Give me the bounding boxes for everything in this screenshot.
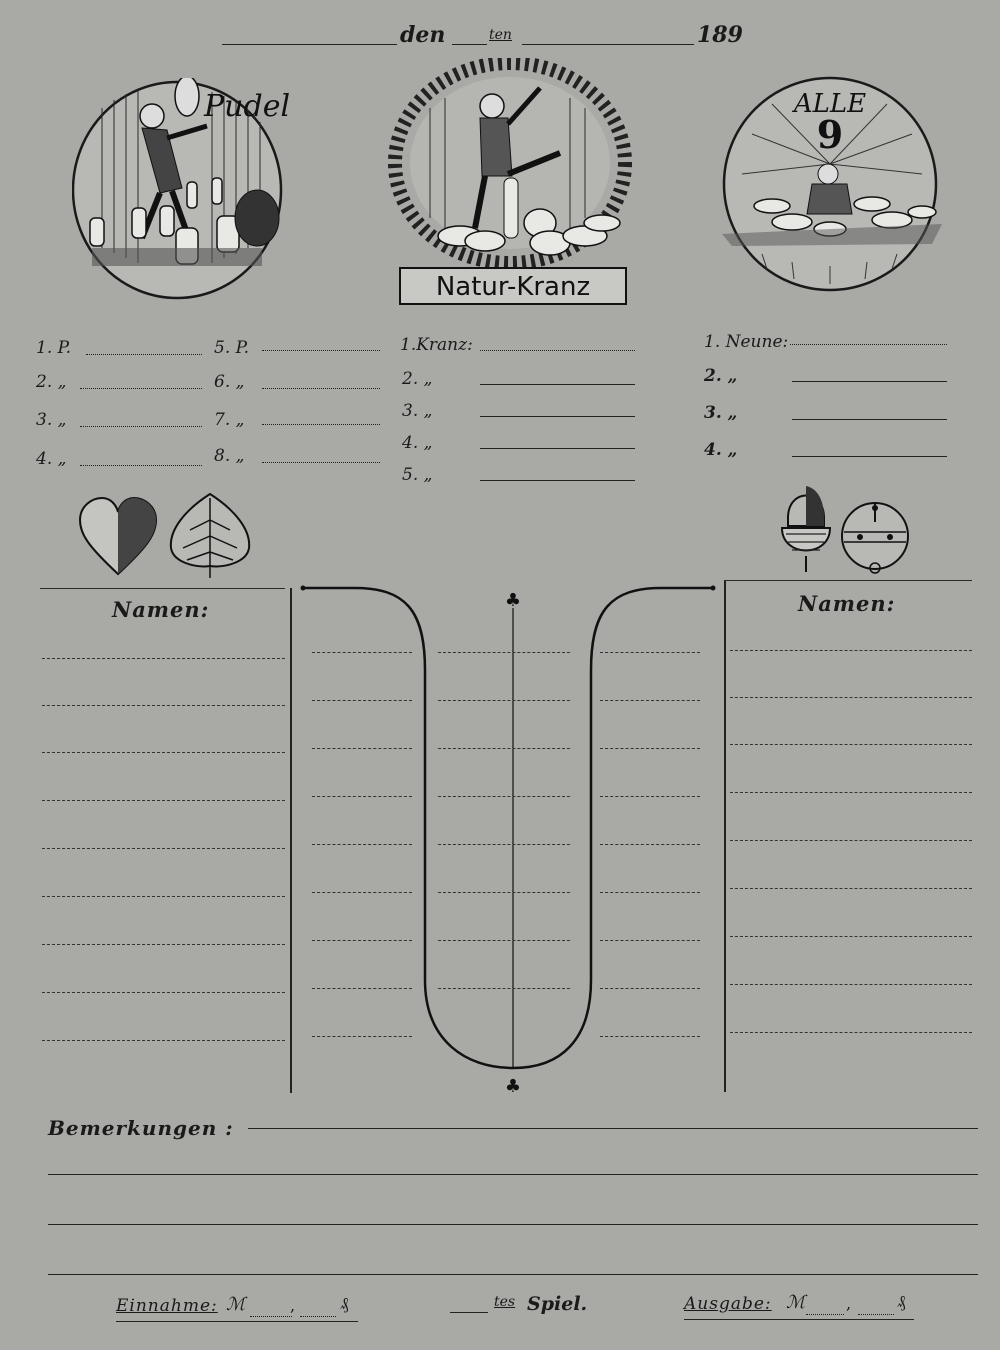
kranz-label-5: 5. „ bbox=[402, 465, 433, 485]
pudel-entry-8[interactable] bbox=[262, 462, 380, 463]
einnahme-comma: , bbox=[290, 1296, 296, 1315]
heart-icon bbox=[78, 496, 158, 578]
name-row[interactable] bbox=[42, 848, 285, 849]
kranz-entry-2[interactable] bbox=[480, 384, 635, 385]
score-row[interactable] bbox=[312, 652, 412, 653]
score-row[interactable] bbox=[600, 700, 700, 701]
name-row[interactable] bbox=[730, 840, 972, 841]
kranz-emblem bbox=[380, 58, 650, 308]
kranz-entry-5[interactable] bbox=[480, 480, 635, 481]
einnahme-currency: ℳ bbox=[226, 1294, 246, 1315]
alle9-emblem bbox=[722, 74, 947, 294]
neune-label-4: 4. „ bbox=[704, 440, 738, 460]
score-row[interactable] bbox=[438, 796, 570, 797]
remarks-line-2[interactable] bbox=[48, 1174, 978, 1175]
ausgabe-pfennig: ₰ bbox=[897, 1292, 906, 1312]
ausgabe-label: Ausgabe: bbox=[684, 1294, 772, 1314]
alle-number: 9 bbox=[816, 112, 844, 157]
score-row[interactable] bbox=[600, 940, 700, 941]
kranz-label-1: 1.Kranz: bbox=[400, 335, 473, 355]
kranz-label-4: 4. „ bbox=[402, 433, 433, 453]
pudel-label-4: 4. „ bbox=[36, 449, 67, 469]
einnahme-pfennig-field[interactable] bbox=[300, 1316, 336, 1317]
name-row[interactable] bbox=[730, 650, 972, 651]
ausgabe-underline bbox=[684, 1319, 914, 1320]
name-row[interactable] bbox=[730, 792, 972, 793]
pudel-label-1: 1. P. bbox=[36, 338, 72, 358]
name-row[interactable] bbox=[42, 896, 285, 897]
score-row[interactable] bbox=[312, 748, 412, 749]
ausgabe-pfennig-field[interactable] bbox=[858, 1314, 894, 1315]
name-row[interactable] bbox=[42, 800, 285, 801]
kranz-entry-4[interactable] bbox=[480, 448, 635, 449]
kranz-label-3: 3. „ bbox=[402, 401, 433, 421]
name-row[interactable] bbox=[730, 888, 972, 889]
neune-entry-4[interactable] bbox=[792, 456, 947, 457]
neune-label-2: 2. „ bbox=[704, 366, 738, 386]
pudel-entry-7[interactable] bbox=[262, 424, 380, 425]
name-row[interactable] bbox=[42, 1040, 285, 1041]
left-names-header: Namen: bbox=[112, 597, 210, 622]
right-names-header: Namen: bbox=[798, 591, 896, 616]
name-row[interactable] bbox=[42, 944, 285, 945]
score-row[interactable] bbox=[312, 844, 412, 845]
header-year: 189 bbox=[697, 22, 743, 48]
einnahme-label: Einnahme: bbox=[116, 1296, 218, 1316]
ausgabe-comma: , bbox=[846, 1294, 852, 1313]
header-ten: ten bbox=[489, 27, 512, 43]
score-row[interactable] bbox=[600, 1036, 700, 1037]
spiel-number-field[interactable] bbox=[450, 1312, 488, 1313]
score-row[interactable] bbox=[312, 988, 412, 989]
score-row[interactable] bbox=[438, 652, 570, 653]
pudel-entry-3[interactable] bbox=[80, 426, 202, 427]
pudel-entry-4[interactable] bbox=[80, 465, 202, 466]
score-row[interactable] bbox=[600, 988, 700, 989]
score-row[interactable] bbox=[312, 796, 412, 797]
name-row[interactable] bbox=[42, 705, 285, 706]
score-track bbox=[295, 580, 725, 1100]
alle-title: ALLE bbox=[793, 89, 867, 119]
pudel-label-8: 8. „ bbox=[214, 446, 245, 466]
score-row[interactable] bbox=[600, 844, 700, 845]
name-row[interactable] bbox=[42, 992, 285, 993]
spiel-label: Spiel. bbox=[527, 1293, 588, 1315]
kranz-title: Natur-Kranz bbox=[435, 272, 591, 302]
left-table-divider bbox=[290, 588, 292, 1093]
neune-label-1: 1. Neune: bbox=[704, 332, 789, 352]
name-row[interactable] bbox=[730, 984, 972, 985]
right-table-divider bbox=[724, 580, 726, 1092]
score-row[interactable] bbox=[438, 844, 570, 845]
neune-label-3: 3. „ bbox=[704, 403, 738, 423]
remarks-line-1[interactable] bbox=[248, 1128, 978, 1129]
pudel-label-6: 6. „ bbox=[214, 372, 245, 392]
neune-entry-2[interactable] bbox=[792, 381, 947, 382]
pudel-entry-1[interactable] bbox=[86, 354, 202, 355]
remarks-label: Bemerkungen : bbox=[48, 1116, 234, 1140]
score-row[interactable] bbox=[312, 1036, 412, 1037]
spiel-tes: tes bbox=[494, 1294, 516, 1310]
score-row[interactable] bbox=[600, 892, 700, 893]
einnahme-pfennig: ₰ bbox=[340, 1294, 349, 1314]
date-line-3[interactable] bbox=[522, 44, 694, 45]
bell-icon bbox=[838, 496, 912, 578]
pudel-label-7: 7. „ bbox=[214, 410, 245, 430]
club-icon-bottom: ♣ bbox=[504, 1076, 522, 1097]
name-row[interactable] bbox=[730, 697, 972, 698]
score-row[interactable] bbox=[600, 652, 700, 653]
leaf-icon bbox=[165, 490, 255, 582]
kranz-label-2: 2. „ bbox=[402, 369, 433, 389]
name-row[interactable] bbox=[730, 936, 972, 937]
score-row[interactable] bbox=[438, 988, 570, 989]
pudel-emblem bbox=[72, 78, 312, 300]
ausgabe-mark-field[interactable] bbox=[806, 1314, 844, 1315]
name-row[interactable] bbox=[42, 658, 285, 659]
pudel-entry-2[interactable] bbox=[80, 388, 202, 389]
header-den: den bbox=[400, 22, 446, 48]
remarks-line-4[interactable] bbox=[48, 1274, 978, 1275]
score-row[interactable] bbox=[312, 892, 412, 893]
date-line-1[interactable] bbox=[222, 44, 397, 45]
pudel-entry-5[interactable] bbox=[262, 350, 380, 351]
name-row[interactable] bbox=[42, 752, 285, 753]
einnahme-mark-field[interactable] bbox=[250, 1316, 292, 1317]
ausgabe-currency: ℳ bbox=[786, 1292, 806, 1313]
kranz-entry-3[interactable] bbox=[480, 416, 635, 417]
score-row[interactable] bbox=[438, 700, 570, 701]
score-row[interactable] bbox=[438, 892, 570, 893]
pudel-label-2: 2. „ bbox=[36, 372, 67, 392]
kranz-entry-1[interactable] bbox=[480, 350, 635, 351]
remarks-line-3[interactable] bbox=[48, 1224, 978, 1225]
pudel-title: Pudel bbox=[204, 89, 291, 124]
score-row[interactable] bbox=[312, 700, 412, 701]
name-row[interactable] bbox=[730, 1032, 972, 1033]
pudel-label-3: 3. „ bbox=[36, 410, 67, 430]
score-row[interactable] bbox=[438, 748, 570, 749]
score-row[interactable] bbox=[600, 796, 700, 797]
left-table-top-rule bbox=[40, 588, 285, 589]
right-table-top-rule bbox=[724, 580, 972, 581]
pudel-label-5: 5. P. bbox=[214, 338, 250, 358]
score-row[interactable] bbox=[438, 940, 570, 941]
club-icon-top: ♣ bbox=[504, 590, 522, 611]
einnahme-underline bbox=[116, 1321, 358, 1322]
neune-entry-1[interactable] bbox=[790, 344, 947, 345]
name-row[interactable] bbox=[730, 744, 972, 745]
neune-entry-3[interactable] bbox=[792, 419, 947, 420]
acorn-icon bbox=[778, 478, 834, 576]
date-line-2[interactable] bbox=[452, 44, 487, 45]
score-row[interactable] bbox=[600, 748, 700, 749]
pudel-entry-6[interactable] bbox=[262, 388, 380, 389]
score-row[interactable] bbox=[312, 940, 412, 941]
